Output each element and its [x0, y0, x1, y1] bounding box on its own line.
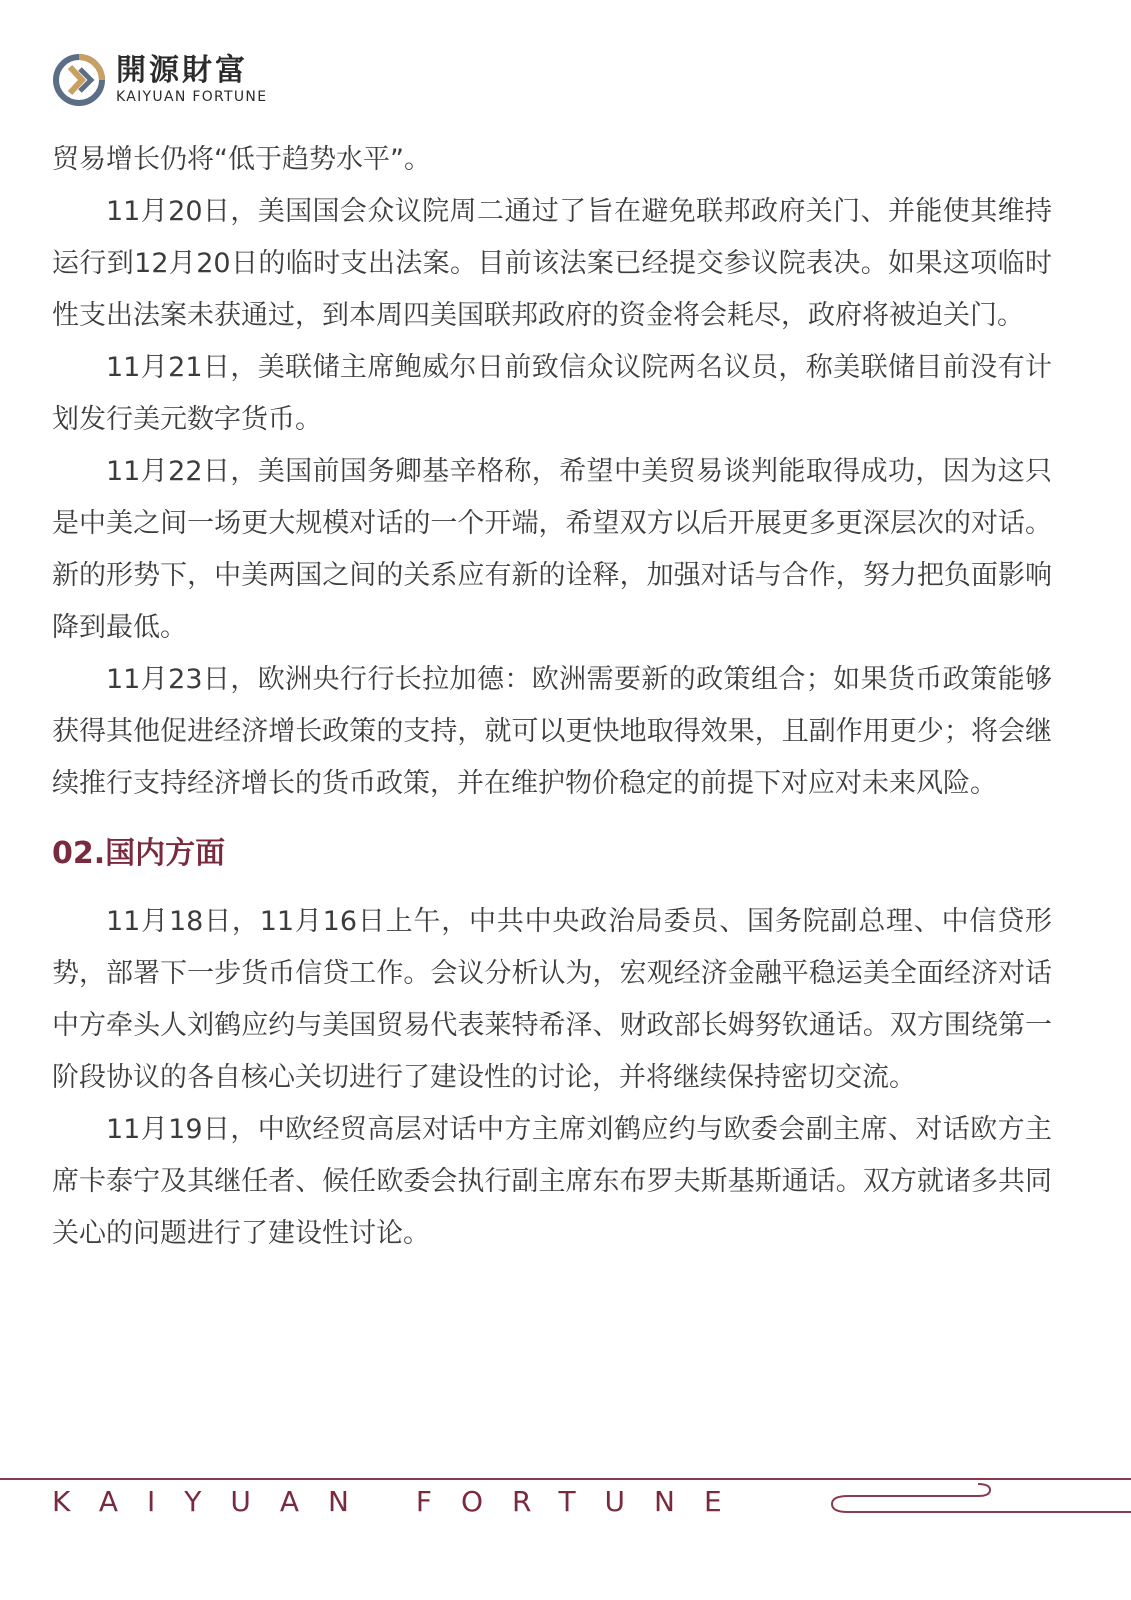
- paragraph: 11月21日，美联储主席鲍威尔日前致信众议院两名议员，称美联储目前没有计划发行美元数字货币。: [52, 352, 1052, 435]
- brand-name-en: KAIYUAN FORTUNE: [116, 89, 268, 105]
- section-title: 02.国内方面: [52, 836, 226, 871]
- footer-decoration-icon: [828, 1474, 1131, 1522]
- article-body: [52, 134, 1052, 1260]
- paragraph: 11月23日，欧洲央行行长拉加德：欧洲需要新的政策组合；如果货币政策能够获得其他促进经济增长政策的支持，就可以更快地取得效果，且副作用更少；将会继续推行支持经济增长的货币政策，并在维护物价稳定的前提下对应对未来风险。: [52, 664, 1052, 799]
- paragraph: 11月18日，11月16日上午，中共中央政治局委员、国务院副总理、中信贷形势，部署下一步货币信贷工作。会议分析认为，宏观经济金融平稳运美全面经济对话中方牵头人刘鹤应约与美国贸易代表莱特希泽、财政部长姆努钦通话。双方围绕第一阶段协议的各自核心关切进行了建设性的讨论，并将继续保持密切交流。: [52, 906, 1052, 1093]
- footer-brand-text: KAIYUAN FORTUNE: [52, 1485, 751, 1518]
- paragraph: 11月20日，美国国会众议院周二通过了旨在避免联邦政府关门、并能使其维持运行到12月20日的临时支出法案。目前该法案已经提交参议院表决。如果这项临时性支出法案未获通过，到本周四美国联邦政府的资金将会耗尽，政府将被迫关门。: [52, 196, 1052, 331]
- brand-name-cn: 開源財富: [116, 53, 248, 88]
- kaiyuan-logo-icon: [52, 53, 106, 107]
- paragraph: 贸易增长仍将“低于趋势水平”。: [52, 144, 431, 175]
- paragraph: 11月19日，中欧经贸高层对话中方主席刘鹤应约与欧委会副主席、对话欧方主席卡泰宁及其继任者、候任欧委会执行副主席东布罗夫斯基斯通话。双方就诸多共同关心的问题进行了建设性讨论。: [52, 1114, 1052, 1249]
- header: [52, 50, 267, 110]
- brand: [116, 54, 267, 106]
- paragraph: 11月22日，美国前国务卿基辛格称，希望中美贸易谈判能取得成功，因为这只是中美之间一场更大规模对话的一个开端，希望双方以后开展更多更深层次的对话。新的形势下，中美两国之间的关系应有新的诠释，加强对话与合作，努力把负面影响降到最低。: [52, 456, 1052, 643]
